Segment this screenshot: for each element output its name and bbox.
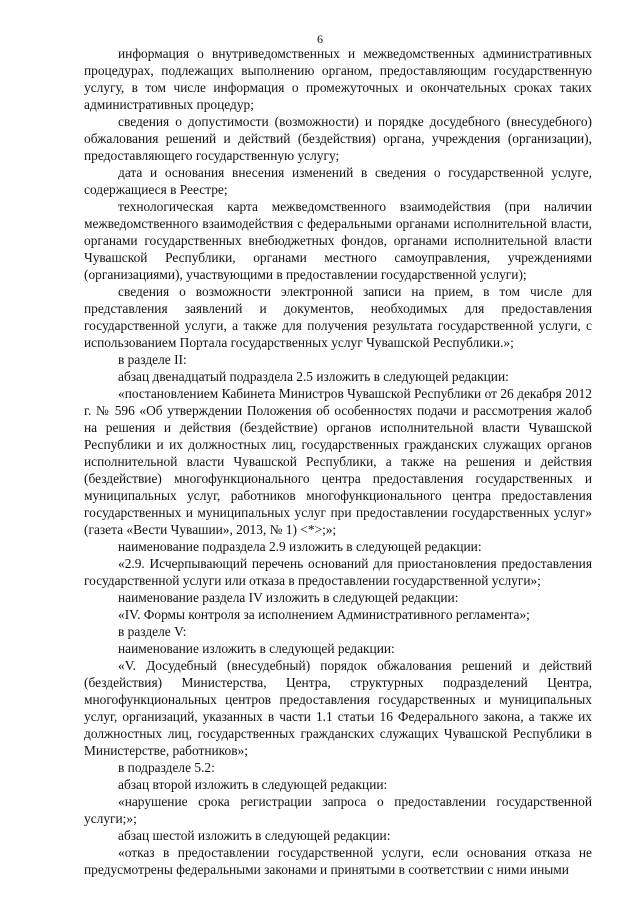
paragraph-sixth-abzac: абзац шестой изложить в следующей редакции: — [118, 828, 391, 843]
paragraph-changes-date: дата и основания внесения изменений в сведения о государственной услуге, содержащиеся в Реестре; — [84, 165, 592, 197]
paragraph-section-4-text: «IV. Формы контроля за исполнением Административного регламента»; — [118, 607, 530, 622]
paragraph-admin-procedures: информация о внутриведомственных и межведомственных административных процедурах, подлежащих выполнению органом, предоставляющим государственную услугу, в том числе информация о промежуточных и окончательных сроках таких административных процедур; — [84, 46, 592, 112]
paragraph-section-4-title: наименование раздела IV изложить в следующей редакции: — [118, 590, 459, 605]
paragraph-registration-violation: «нарушение срока регистрации запроса о предоставлении государственной услуги;»; — [84, 794, 592, 826]
paragraph-subsection-2-9-text: «2.9. Исчерпывающий перечень оснований для приостановления предоставления государственной услуги или отказа в предоставлении государственной услуги»; — [84, 556, 592, 588]
paragraph-section-2: в разделе II: — [118, 352, 187, 367]
paragraph-section-5-text: «V. Досудебный (внесудебный) порядок обжалования решений и действий (бездействия) Министерства, Центра, структурных подразделений Центра, многофункциональных центров предоставления государственных и муниципальных услуг, организаций, указанных в части 1.1 статьи 16 Федерального закона, а также их должностных лиц, государственных гражданских служащих Чувашской Республики в Министерстве, работников»; — [84, 658, 592, 758]
paragraph-subsection-2-9-title: наименование подраздела 2.9 изложить в следующей редакции: — [118, 539, 482, 554]
paragraph-electronic-booking: сведения о возможности электронной записи на прием, в том числе для представления заявлений и документов, необходимых для предоставления государственной услуги, а также для получения результата государственной услуги, с использованием Портала государственных услуг Чувашской Республики.»; — [84, 284, 592, 350]
paragraph-resolution-596: «постановлением Кабинета Министров Чувашской Республики от 26 декабря 2012 г. № 596 «Об утверждении Положения об особенностях подачи и рассмотрения жалоб на решения и действия (бездействие) органов исполнительной власти Чувашской Республики и их должностных лиц, государственных гражданских служащих органов исполнительной власти Чувашской Республики, а также на решения и действия (бездействие) многофункционального центра предоставления государственных и муниципальных услуг, работников многофункционального центра предоставления государственных и муниципальных услуг при предоставлении государственных услуг» (газета «Вести Чувашии», 2013, № 1) <*>;»; — [84, 386, 592, 537]
paragraph-section-5: в разделе V: — [118, 624, 187, 639]
paragraph-subsection-5-2: в подразделе 5.2: — [118, 760, 215, 775]
document-body — [84, 45, 592, 878]
paragraph-second-abzac: абзац второй изложить в следующей редакции: — [118, 777, 388, 792]
paragraph-appeal-info: сведения о допустимости (возможности) и порядке досудебного (внесудебного) обжалования решений и действий (бездействия) органа, учреждения (организации), предоставляющего государственную услугу; — [84, 114, 592, 163]
paragraph-tech-map: технологическая карта межведомственного взаимодействия (при наличии межведомственного взаимодействия с федеральными органами исполнительной власти, органами государственных внебюджетных фондов, органами исполнительной власти Чувашской Республики, органами местного самоуправления, учреждениями (организациями), участвующими в предоставлении государственной услуги); — [84, 199, 592, 282]
paragraph-refusal: «отказ в предоставлении государственной услуги, если основания отказа не предусмотрены федеральными законами и принятыми в соответствии с ними иными — [84, 845, 592, 877]
page-number: 6 — [317, 32, 323, 46]
paragraph-section-5-title: наименование изложить в следующей редакции: — [118, 641, 395, 656]
paragraph-subsection-2-5: абзац двенадцатый подраздела 2.5 изложить в следующей редакции: — [118, 369, 509, 384]
